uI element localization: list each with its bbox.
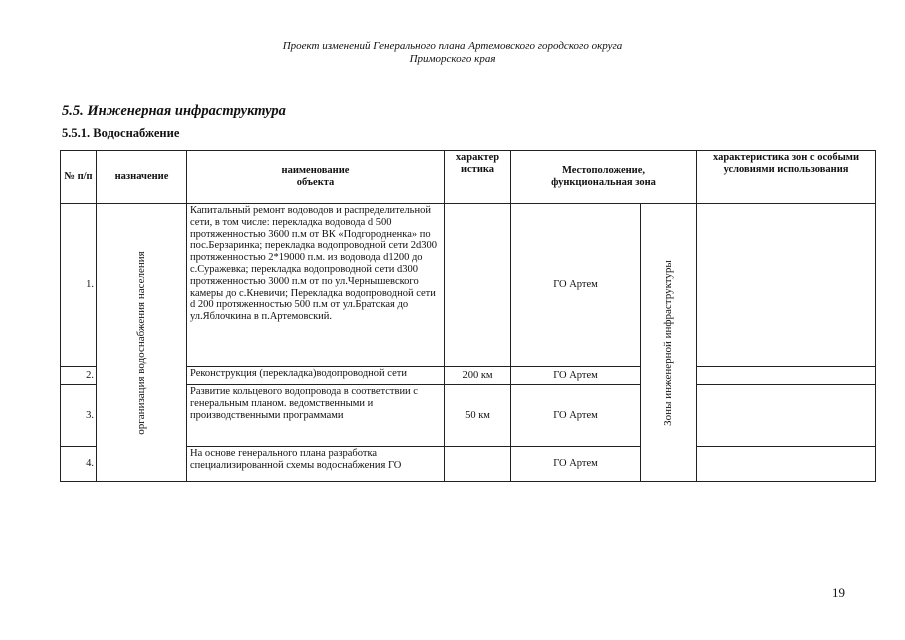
purpose-group-cell <box>97 204 187 482</box>
table-header-row <box>61 151 876 204</box>
row-num: 4. <box>61 447 97 482</box>
table-row <box>61 204 876 367</box>
zone-group-cell <box>641 204 697 482</box>
subsection-title: 5.5.1. Водоснабжение <box>62 126 180 140</box>
row-location: ГО Артем <box>511 367 641 385</box>
row-location: ГО Артем <box>511 204 641 367</box>
section-title: 5.5. Инженерная инфраструктура <box>62 103 286 119</box>
row-characteristic: 200 км <box>445 367 511 385</box>
row-characteristic: 50 км <box>445 385 511 447</box>
header-location: Местоположение, функциональная зона <box>511 151 697 204</box>
header-num: № п/п <box>61 151 97 204</box>
row-object-name: Развитие кольцевого водопровода в соответствии с генеральным планом. ведомственными и производственными программами <box>187 385 445 447</box>
row-num: 3. <box>61 385 97 447</box>
row-location: ГО Артем <box>511 385 641 447</box>
header-line-2: Приморского края <box>409 53 496 65</box>
purpose-group-label: организация водоснабжения населения <box>134 250 147 435</box>
row-location: ГО Артем <box>511 447 641 482</box>
water-supply-table <box>60 150 876 482</box>
page-number: 19 <box>832 585 845 600</box>
header-characteristic: характер истика <box>445 151 511 204</box>
row-object-name: На основе генерального плана разработка специализированной схемы водоснабжения ГО <box>187 447 445 482</box>
zone-group-label: Зоны инженерной инфраструктуры <box>661 259 674 426</box>
row-characteristic <box>445 204 511 367</box>
row-zones <box>697 447 876 482</box>
row-object-name: Реконструкция (перекладка)водопроводной сети <box>187 367 445 385</box>
row-object-name: Капитальный ремонт водоводов и распределительной сети, в том числе: перекладка водовода d 500 протяженностью 3600 п.м от ВК «Подгородненка» по пос.Берзаринка; перекладка водопроводной сети 2d300 протяженностью 2*19000 п.м. из водовода d1200 до с.Суражевка; перекладка водопроводной сети d300 протяженностью 3000 п.м от по ул.Чернышевского камеры до с.Кневичи; Перекладка водопроводной сети d 200 протяженностью 500 п.м от ул.Братская до ул.Яблочкина в п.Артемовский. <box>187 204 445 367</box>
row-zones <box>697 367 876 385</box>
row-num: 1. <box>61 204 97 367</box>
row-zones <box>697 204 876 367</box>
row-zones <box>697 385 876 447</box>
header-line-1: Проект изменений Генерального плана Артемовского городского округа <box>282 40 623 52</box>
row-characteristic <box>445 447 511 482</box>
row-num: 2. <box>61 367 97 385</box>
header-object-name: наименование объекта <box>187 151 445 204</box>
header-purpose: назначение <box>97 151 187 204</box>
document-header <box>0 40 905 66</box>
header-zones: характеристика зон с особыми условиями использования <box>697 151 876 204</box>
